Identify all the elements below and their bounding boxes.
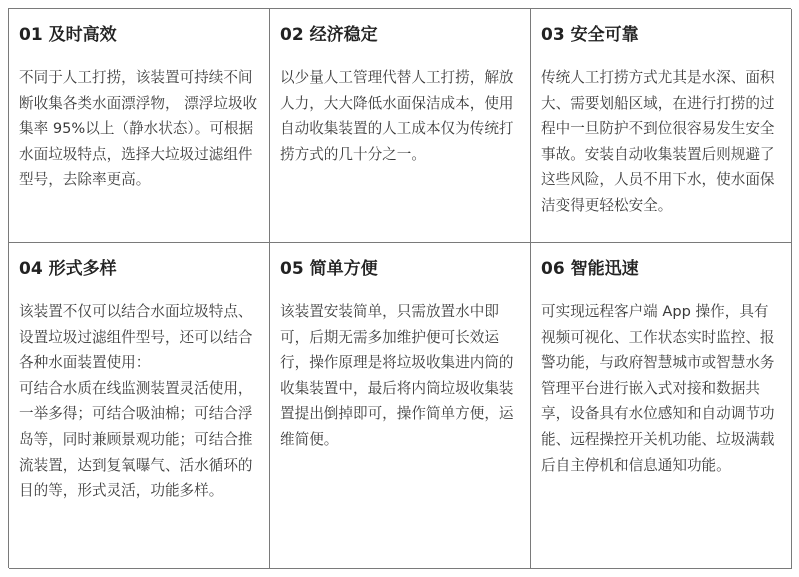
- feature-cell-03: [531, 9, 792, 243]
- feature-description: 可实现远程客户端 App 操作，具有视频可视化、工作状态实时监控、报警功能，与政府智慧城市或智慧水务管理平台进行嵌入式对接和数据共享，设备具有水位感知和自动调节功能、远程操控开关机功能、垃圾满载后自主停机和信息通知功能。: [541, 303, 775, 474]
- feature-cell-01: [9, 9, 270, 243]
- feature-title: 06 智能迅速: [541, 259, 639, 279]
- feature-title: 05 简单方便: [280, 259, 378, 279]
- feature-title: 03 安全可靠: [541, 25, 639, 45]
- feature-description: 传统人工打捞方式尤其是水深、面积大、需要划船区域，在进行打捞的过程中一旦防护不到位很容易发生安全事故。安装自动收集装置后则规避了这些风险，人员不用下水，使水面保洁变得更轻松安全。: [541, 69, 775, 214]
- feature-title: 04 形式多样: [19, 259, 117, 279]
- feature-table: [8, 8, 791, 568]
- feature-cell-04: [9, 243, 270, 569]
- feature-description: 不同于人工打捞，该装置可持续不间断收集各类水面漂浮物， 漂浮垃圾收集率 95%以上（静水状态）。可根据水面垃圾特点，选择大垃圾过滤组件型号，去除率更高。: [19, 69, 258, 189]
- feature-title: 02 经济稳定: [280, 25, 378, 45]
- feature-description: 以少量人工管理代替人工打捞，解放人力，大大降低水面保洁成本，使用自动收集装置的人工成本仅为传统打捞方式的几十分之一。: [280, 69, 514, 163]
- feature-title: 01 及时高效: [19, 25, 117, 45]
- feature-cell-06: [531, 243, 792, 569]
- feature-cell-02: [270, 9, 531, 243]
- feature-cell-05: [270, 243, 531, 569]
- feature-description: 该装置不仅可以结合水面垃圾特点、设置垃圾过滤组件型号，还可以结合各种水面装置使用： 可结合水质在线监测装置灵活使用，一举多得；可结合吸油棉；可结合浮岛等，同时兼顾景观功能；可结合推流装置，达到复氧曝气、活水循环的目的等，形式灵活，功能多样。: [19, 303, 253, 500]
- feature-description: 该装置安装简单，只需放置水中即可，后期无需多加维护便可长效运行，操作原理是将垃圾收集进内筒的收集装置中，最后将内筒垃圾收集装置提出倒掉即可，操作简单方便，运维简便。: [280, 303, 514, 448]
